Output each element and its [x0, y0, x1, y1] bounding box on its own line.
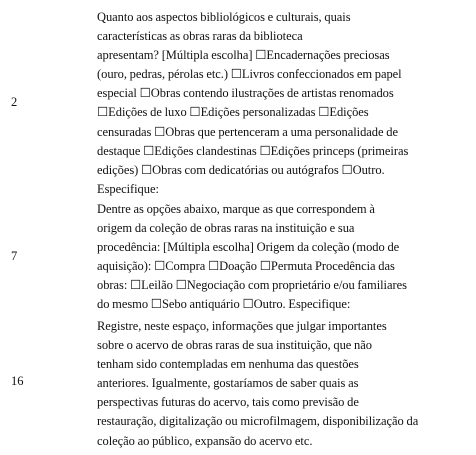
question-number: 16 [11, 374, 24, 388]
question-row [0, 315, 476, 455]
question-text: Dentre as opções abaixo, marque as que correspondem à origem da coleção de obras raras na instituição e sua procedência: [Múltipla escolha] Origem da coleção (modo de aquisição): ☐Compra ☐Doação ☐Permuta Procedência das obras: ☐Leilão ☐Negociação com proprietário e/ou familiares do mesmo ☐Sebo antiquário ☐Outro. Especifique: [97, 202, 407, 312]
question-row [0, 0, 476, 198]
question-text: Quanto aos aspectos bibliológicos e culturais, quais características as obras raras da biblioteca apresentam? [Múltipla escolha] ☐Encadernações preciosas (ouro, pedras, pérolas etc.) ☐Livros confeccionados em papel especial ☐Obras contendo ilustrações de artistas renomados ☐Edições de luxo ☐Edições personalizadas ☐Edições censuradas ☐Obras que pertenceram a uma personalidade de destaque ☐Edições clandestinas ☐Edições princeps (primeiras edições) ☐Obras com dedicatórias ou autógrafos ☐Outro. Especifique: [97, 10, 409, 196]
question-text: Registre, neste espaço, informações que julgar importantes sobre o acervo de obras raras de sua instituição, que não tenham sido contempladas em nenhuma das questões anteriores. Igualmente, gostaríamos de saber quais as perspectivas futuras do acervo, tais como previsão de restauração, digitalização ou microfilmagem, disponibilização da coleção ao público, expansão do acervo etc. [97, 319, 419, 448]
question-number: 7 [11, 249, 18, 263]
question-number: 2 [11, 95, 18, 109]
question-row [0, 198, 476, 315]
